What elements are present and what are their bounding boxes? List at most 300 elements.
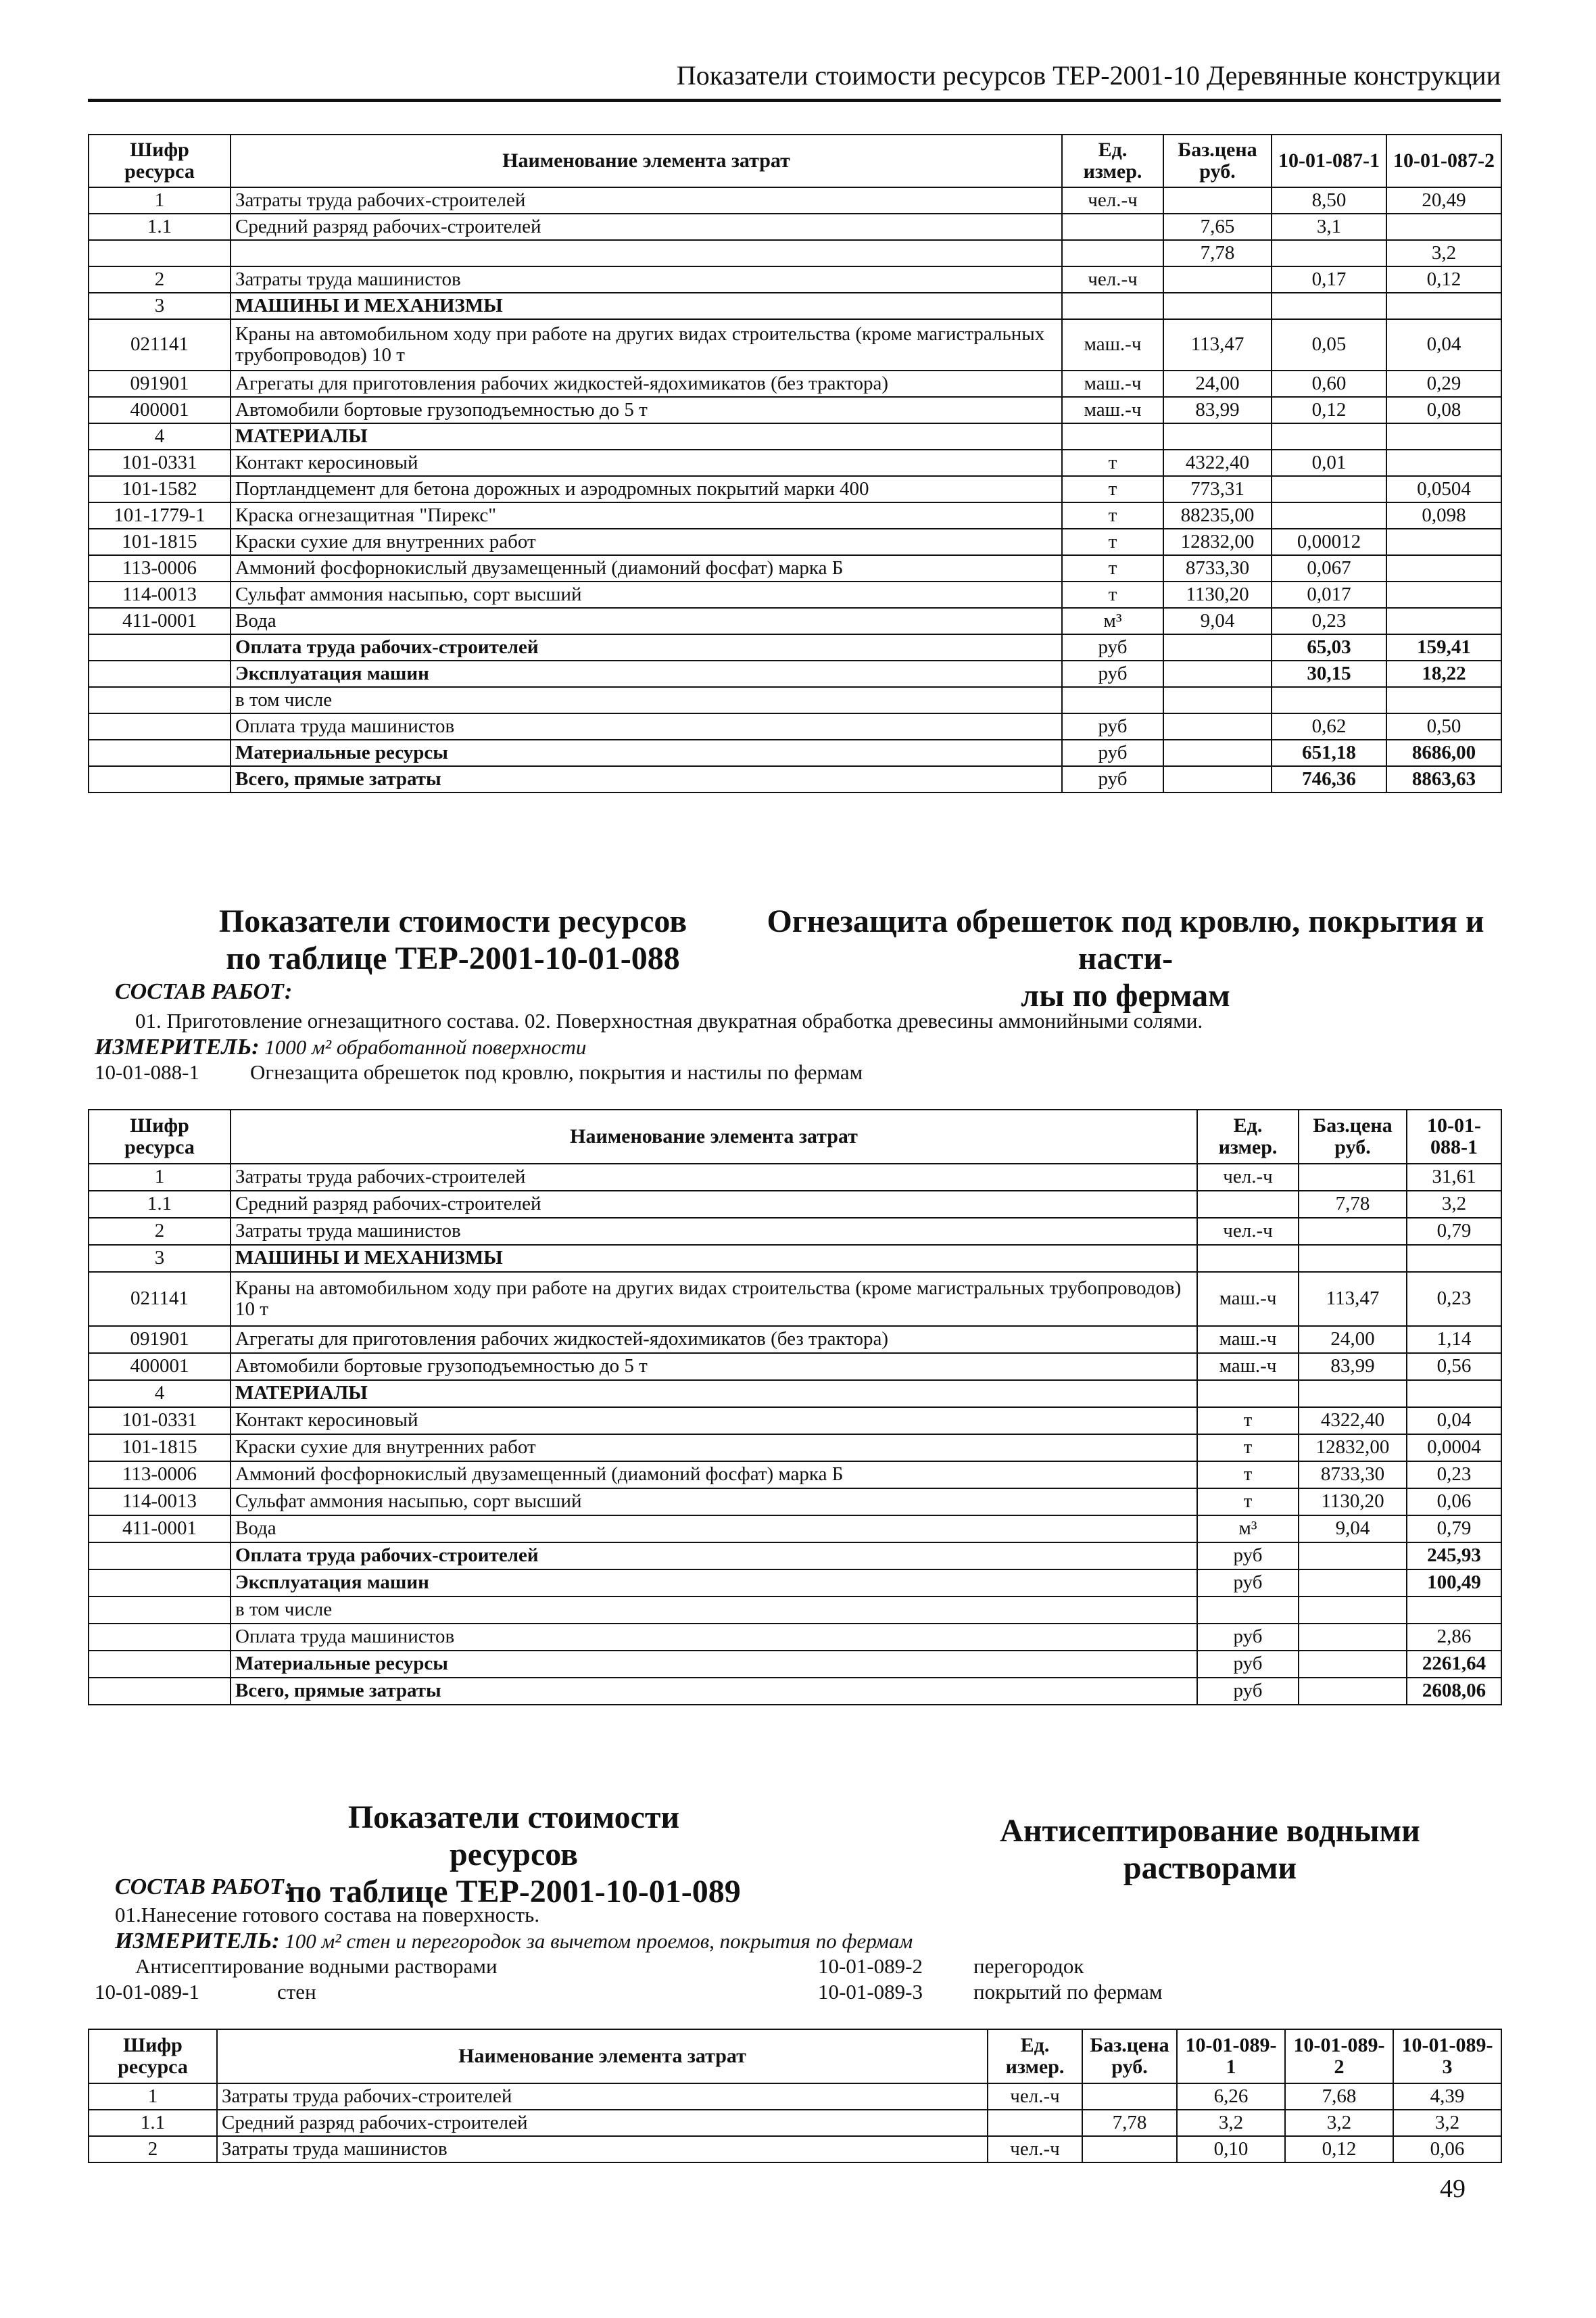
- cell-unit: м³: [1197, 1515, 1299, 1542]
- table-row: [89, 1407, 1501, 1434]
- cell-price: 12832,00: [1299, 1434, 1407, 1461]
- cell-name: Вода: [231, 608, 1062, 634]
- table-row: [89, 766, 1501, 793]
- cell-code: [89, 1624, 231, 1651]
- cell-code: 091901: [89, 371, 231, 397]
- cell-b: 0,12: [1386, 266, 1501, 293]
- cell-b: [1386, 214, 1501, 240]
- cell-price: 4322,40: [1163, 450, 1272, 476]
- cell-price: [1163, 687, 1272, 713]
- table-row: [89, 187, 1501, 214]
- cell-price: 83,99: [1163, 397, 1272, 423]
- cell-a: 0,017: [1272, 582, 1386, 608]
- cell-a: 0,0004: [1407, 1434, 1501, 1461]
- cell-unit: [1197, 1191, 1299, 1218]
- cell-unit: [1062, 214, 1163, 240]
- table-row: [89, 2136, 1501, 2162]
- cell-price: 12832,00: [1163, 529, 1272, 555]
- cell-code: 411-0001: [89, 608, 231, 634]
- section-088-heading: [750, 903, 1501, 1015]
- section-088-heading-line2: лы по фермам: [1021, 978, 1230, 1014]
- cell-name: МАШИНЫ И МЕХАНИЗМЫ: [231, 293, 1062, 319]
- cell-unit: руб: [1062, 766, 1163, 793]
- cell-code: [89, 1569, 231, 1596]
- cell-unit: руб: [1062, 634, 1163, 661]
- cell-b: [1386, 423, 1501, 450]
- cell-code: 1: [89, 2083, 217, 2110]
- table-row: [89, 1542, 1501, 1569]
- cell-code: 3: [89, 1245, 231, 1272]
- cell-unit: м³: [1062, 608, 1163, 634]
- cell-unit: [1062, 293, 1163, 319]
- cell-price: [1299, 1678, 1407, 1705]
- cell-code: 4: [89, 1380, 231, 1407]
- table-row: [89, 450, 1501, 476]
- cell-a: 0,60: [1272, 371, 1386, 397]
- sostav-label-088: СОСТАВ РАБОТ:: [115, 979, 293, 1004]
- cell-unit: руб: [1062, 740, 1163, 766]
- measure-text-089: 100 м² стен и перегородок за вычетом проемов, покрытия по фермам: [285, 1929, 913, 1953]
- cell-code: 4: [89, 423, 231, 450]
- cell-unit: [1197, 1245, 1299, 1272]
- cell-name: Затраты труда машинистов: [231, 1218, 1197, 1245]
- resource-table-087: [88, 134, 1502, 793]
- cell-code: [89, 661, 231, 687]
- cell-unit: чел.-ч: [988, 2083, 1082, 2110]
- col-code-header: Шифр ресурса: [89, 2029, 217, 2083]
- cell-a: 0,067: [1272, 555, 1386, 582]
- cell-a: 0,04: [1407, 1407, 1501, 1434]
- cell-unit: руб: [1197, 1678, 1299, 1705]
- resource-table-089-body: [89, 2083, 1501, 2162]
- cell-a: [1407, 1596, 1501, 1624]
- cell-price: [1163, 187, 1272, 214]
- cell-name: Контакт керосиновый: [231, 450, 1062, 476]
- cell-unit: т: [1062, 529, 1163, 555]
- cell-price: [1299, 1569, 1407, 1596]
- cell-price: 113,47: [1163, 319, 1272, 371]
- table-row: [89, 1596, 1501, 1624]
- cell-name: Всего, прямые затраты: [231, 766, 1062, 793]
- cell-code: 2: [89, 2136, 217, 2162]
- cell-code: 2: [89, 266, 231, 293]
- col-name-header: Наименование элемента затрат: [217, 2029, 988, 2083]
- cell-b: 159,41: [1386, 634, 1501, 661]
- measure-text-088: 1000 м² обработанной поверхности: [264, 1035, 587, 1059]
- cell-a: 0,01: [1272, 450, 1386, 476]
- cell-code: [89, 740, 231, 766]
- cell-unit: чел.-ч: [1062, 266, 1163, 293]
- item-head-089: Антисептирование водными растворами: [135, 1954, 498, 1978]
- cell-unit: чел.-ч: [988, 2136, 1082, 2162]
- col-name-header: Наименование элемента затрат: [231, 135, 1062, 187]
- cell-b: 3,2: [1285, 2110, 1393, 2136]
- cell-name: Затраты труда рабочих-строителей: [231, 187, 1062, 214]
- cell-c: 4,39: [1393, 2083, 1501, 2110]
- table-row: [89, 1164, 1501, 1191]
- col-unit-header: Ед. измер.: [1197, 1110, 1299, 1164]
- cell-price: 7,78: [1082, 2110, 1177, 2136]
- cell-b: 0,50: [1386, 713, 1501, 740]
- cell-price: 24,00: [1163, 371, 1272, 397]
- table-row: [89, 1488, 1501, 1515]
- measure-line-088: [95, 1035, 586, 1060]
- cell-code: 113-0006: [89, 555, 231, 582]
- cell-b: 0,0504: [1386, 476, 1501, 502]
- col-c-header: 10-01-089-3: [1393, 2029, 1501, 2083]
- cell-name: Краны на автомобильном ходу при работе на других видах строительства (кроме магистральных трубопроводов) 10 т: [231, 1272, 1197, 1326]
- section-089-heading: [919, 1812, 1501, 1887]
- cell-name: Затраты труда машинистов: [231, 266, 1062, 293]
- table-row: [89, 1569, 1501, 1596]
- cell-price: [1163, 423, 1272, 450]
- cell-a: 0,62: [1272, 713, 1386, 740]
- cell-code: 021141: [89, 1272, 231, 1326]
- cell-code: 021141: [89, 319, 231, 371]
- cell-name: Затраты труда рабочих-строителей: [231, 1164, 1197, 1191]
- cell-code: 114-0013: [89, 582, 231, 608]
- table-row: [89, 582, 1501, 608]
- cell-name: Контакт керосиновый: [231, 1407, 1197, 1434]
- cell-code: [89, 634, 231, 661]
- cell-price: 8733,30: [1299, 1461, 1407, 1488]
- cell-name: Оплата труда машинистов: [231, 1624, 1197, 1651]
- cell-a: 651,18: [1272, 740, 1386, 766]
- section-089-title: [284, 1799, 744, 1911]
- cell-code: 3: [89, 293, 231, 319]
- cell-price: [1163, 293, 1272, 319]
- cell-price: 9,04: [1299, 1515, 1407, 1542]
- table-row: [89, 1651, 1501, 1678]
- cell-code: [89, 687, 231, 713]
- col-price-header: Баз.цена руб.: [1163, 135, 1272, 187]
- table-row: [89, 1218, 1501, 1245]
- cell-name: МАТЕРИАЛЫ: [231, 1380, 1197, 1407]
- cell-unit: т: [1062, 582, 1163, 608]
- measure-label-089: ИЗМЕРИТЕЛЬ:: [115, 1929, 280, 1954]
- cell-name: Оплата труда рабочих-строителей: [231, 1542, 1197, 1569]
- cell-price: 1130,20: [1163, 582, 1272, 608]
- cell-code: 101-1815: [89, 529, 231, 555]
- cell-name: Эксплуатация машин: [231, 1569, 1197, 1596]
- table-row: [89, 555, 1501, 582]
- cell-name: Вода: [231, 1515, 1197, 1542]
- cell-price: 773,31: [1163, 476, 1272, 502]
- cell-a: 746,36: [1272, 766, 1386, 793]
- section-089-title-line1: Показатели стоимости ресурсов: [347, 1799, 680, 1873]
- cell-a: 0,79: [1407, 1515, 1501, 1542]
- cell-code: 1: [89, 187, 231, 214]
- cell-a: [1272, 476, 1386, 502]
- cell-name: Сульфат аммония насыпью, сорт высший: [231, 1488, 1197, 1515]
- table-row: [89, 1624, 1501, 1651]
- cell-name: Средний разряд рабочих-строителей: [231, 1191, 1197, 1218]
- cell-a: 2,86: [1407, 1624, 1501, 1651]
- cell-b: [1386, 608, 1501, 634]
- cell-name: Средний разряд рабочих-строителей: [231, 214, 1062, 240]
- col-b-header: 10-01-087-2: [1386, 135, 1501, 187]
- cell-a: 3,1: [1272, 214, 1386, 240]
- cell-a: [1272, 423, 1386, 450]
- cell-name: Краски сухие для внутренних работ: [231, 1434, 1197, 1461]
- cell-b: 0,04: [1386, 319, 1501, 371]
- cell-unit: т: [1197, 1461, 1299, 1488]
- section-088-heading-line1: Огнезащита обрешеток под кровлю, покрытия и насти-: [767, 903, 1484, 977]
- cell-a: [1272, 687, 1386, 713]
- cell-code: 101-1815: [89, 1434, 231, 1461]
- cell-a: 0,06: [1407, 1488, 1501, 1515]
- section-088-title-line2: по таблице ТЕР-2001-10-01-088: [226, 941, 680, 977]
- cell-a: 0,10: [1177, 2136, 1285, 2162]
- sostav-label-089: СОСТАВ РАБОТ:: [115, 1874, 293, 1899]
- cell-name: Краны на автомобильном ходу при работе на других видах строительства (кроме магистральных трубопроводов) 10 т: [231, 319, 1062, 371]
- table-row: [89, 2083, 1501, 2110]
- table-row: [89, 397, 1501, 423]
- cell-b: [1386, 555, 1501, 582]
- table-row: [89, 740, 1501, 766]
- sostav-text-088: 01. Приготовление огнезащитного состава. 02. Поверхностная двукратная обработка древесины аммонийными солями.: [135, 1009, 1203, 1033]
- resource-table-088-body: [89, 1164, 1501, 1705]
- cell-name: Автомобили бортовые грузоподъемностью до 5 т: [231, 397, 1062, 423]
- cell-unit: т: [1062, 555, 1163, 582]
- header-rule: [88, 99, 1501, 102]
- table-row: [89, 1245, 1501, 1272]
- table-row: [89, 476, 1501, 502]
- cell-price: 83,99: [1299, 1353, 1407, 1380]
- cell-a: 6,26: [1177, 2083, 1285, 2110]
- table-row: [89, 1434, 1501, 1461]
- table-row: [89, 214, 1501, 240]
- cell-code: 091901: [89, 1326, 231, 1353]
- cell-b: [1386, 293, 1501, 319]
- cell-code: 101-0331: [89, 450, 231, 476]
- cell-code: [89, 240, 231, 266]
- cell-price: 7,65: [1163, 214, 1272, 240]
- cell-price: 1130,20: [1299, 1488, 1407, 1515]
- table-row: [89, 1353, 1501, 1380]
- cell-b: 20,49: [1386, 187, 1501, 214]
- measure-line-089: [115, 1929, 913, 1954]
- cell-price: 24,00: [1299, 1326, 1407, 1353]
- cell-unit: маш.-ч: [1197, 1353, 1299, 1380]
- table-row: [89, 371, 1501, 397]
- cell-unit: т: [1062, 502, 1163, 529]
- cell-a: [1407, 1380, 1501, 1407]
- cell-code: [89, 1542, 231, 1569]
- cell-a: 100,49: [1407, 1569, 1501, 1596]
- table-row: [89, 240, 1501, 266]
- page-header: Показатели стоимости ресурсов ТЕР-2001-10 Деревянные конструкции: [676, 60, 1501, 91]
- cell-unit: чел.-ч: [1197, 1218, 1299, 1245]
- cell-code: 411-0001: [89, 1515, 231, 1542]
- col-price-header: Баз.цена руб.: [1082, 2029, 1177, 2083]
- item-code-088: 10-01-088-1: [95, 1060, 199, 1084]
- cell-unit: т: [1197, 1488, 1299, 1515]
- cell-unit: руб: [1062, 713, 1163, 740]
- cell-a: 2608,06: [1407, 1678, 1501, 1705]
- cell-a: [1272, 293, 1386, 319]
- cell-name: Материальные ресурсы: [231, 1651, 1197, 1678]
- cell-code: 400001: [89, 397, 231, 423]
- cell-price: 113,47: [1299, 1272, 1407, 1326]
- cell-code: 1.1: [89, 214, 231, 240]
- cell-a: 8,50: [1272, 187, 1386, 214]
- cell-code: 1.1: [89, 1191, 231, 1218]
- cell-name: в том числе: [231, 1596, 1197, 1624]
- cell-b: 0,098: [1386, 502, 1501, 529]
- col-unit-header: Ед. измер.: [1062, 135, 1163, 187]
- cell-price: 7,78: [1163, 240, 1272, 266]
- table-row: [89, 1191, 1501, 1218]
- sostav-text-089: 01.Нанесение готового состава на поверхность.: [115, 1903, 540, 1926]
- cell-a: 2261,64: [1407, 1651, 1501, 1678]
- cell-price: [1299, 1596, 1407, 1624]
- section-089-title-line2: по таблице ТЕР-2001-10-01-089: [287, 1874, 741, 1910]
- cell-unit: чел.-ч: [1062, 187, 1163, 214]
- cell-name: МАШИНЫ И МЕХАНИЗМЫ: [231, 1245, 1197, 1272]
- item2-text-089: перегородок: [973, 1954, 1084, 1978]
- col-b-header: 10-01-089-2: [1285, 2029, 1393, 2083]
- table-row: [89, 1461, 1501, 1488]
- item-text-088: Огнезащита обрешеток под кровлю, покрытия и настилы по фермам: [250, 1060, 863, 1084]
- cell-unit: руб: [1197, 1542, 1299, 1569]
- cell-a: 0,23: [1407, 1461, 1501, 1488]
- cell-unit: руб: [1062, 661, 1163, 687]
- cell-unit: т: [1197, 1434, 1299, 1461]
- cell-b: [1386, 687, 1501, 713]
- item1-text-089: стен: [277, 1980, 316, 2004]
- cell-unit: [1062, 423, 1163, 450]
- cell-code: 113-0006: [89, 1461, 231, 1488]
- cell-a: 0,00012: [1272, 529, 1386, 555]
- cell-a: 0,23: [1407, 1272, 1501, 1326]
- cell-a: 3,2: [1177, 2110, 1285, 2136]
- table-row: [89, 529, 1501, 555]
- cell-a: 0,05: [1272, 319, 1386, 371]
- cell-code: 101-1582: [89, 476, 231, 502]
- cell-name: Аммоний фосфорнокислый двузамещенный (диамоний фосфат) марка Б: [231, 555, 1062, 582]
- cell-a: 1,14: [1407, 1326, 1501, 1353]
- section-089-heading-line1: Антисептирование водными растворами: [1000, 1813, 1420, 1887]
- cell-price: 4322,40: [1299, 1407, 1407, 1434]
- cell-a: 65,03: [1272, 634, 1386, 661]
- cell-price: 9,04: [1163, 608, 1272, 634]
- cell-price: [1299, 1164, 1407, 1191]
- table-row: [89, 293, 1501, 319]
- cell-price: [1082, 2083, 1177, 2110]
- section-088-title: [183, 903, 723, 977]
- cell-b: 3,2: [1386, 240, 1501, 266]
- cell-code: 101-1779-1: [89, 502, 231, 529]
- table-row: [89, 608, 1501, 634]
- cell-unit: [1197, 1380, 1299, 1407]
- cell-name: Средний разряд рабочих-строителей: [217, 2110, 988, 2136]
- cell-price: [1082, 2136, 1177, 2162]
- measure-label-088: ИЗМЕРИТЕЛЬ:: [95, 1035, 260, 1060]
- cell-name: Всего, прямые затраты: [231, 1678, 1197, 1705]
- table-row: [89, 1678, 1501, 1705]
- cell-code: [89, 713, 231, 740]
- cell-price: [1299, 1624, 1407, 1651]
- cell-price: [1299, 1651, 1407, 1678]
- cell-unit: маш.-ч: [1197, 1272, 1299, 1326]
- cell-name: Автомобили бортовые грузоподъемностью до 5 т: [231, 1353, 1197, 1380]
- cell-name: Агрегаты для приготовления рабочих жидкостей-ядохимикатов (без трактора): [231, 1326, 1197, 1353]
- cell-name: Эксплуатация машин: [231, 661, 1062, 687]
- col-a-header: 10-01-088-1: [1407, 1110, 1501, 1164]
- cell-unit: [1062, 240, 1163, 266]
- cell-code: 400001: [89, 1353, 231, 1380]
- cell-unit: [988, 2110, 1082, 2136]
- cell-b: [1386, 450, 1501, 476]
- cell-code: 114-0013: [89, 1488, 231, 1515]
- item2-code-089: 10-01-089-2: [818, 1954, 923, 1978]
- cell-unit: руб: [1197, 1651, 1299, 1678]
- cell-a: [1272, 502, 1386, 529]
- cell-code: [89, 1678, 231, 1705]
- table-row: [89, 687, 1501, 713]
- item3-code-089: 10-01-089-3: [818, 1980, 923, 2004]
- cell-price: [1163, 713, 1272, 740]
- cell-b: 0,08: [1386, 397, 1501, 423]
- cell-name: в том числе: [231, 687, 1062, 713]
- cell-a: 0,23: [1272, 608, 1386, 634]
- col-name-header: Наименование элемента затрат: [231, 1110, 1197, 1164]
- cell-unit: руб: [1197, 1624, 1299, 1651]
- cell-unit: маш.-ч: [1197, 1326, 1299, 1353]
- cell-price: [1163, 740, 1272, 766]
- table-row: [89, 634, 1501, 661]
- col-price-header: Баз.цена руб.: [1299, 1110, 1407, 1164]
- section-088-title-line1: Показатели стоимости ресурсов: [218, 903, 687, 939]
- table-row: [89, 713, 1501, 740]
- cell-name: Оплата труда рабочих-строителей: [231, 634, 1062, 661]
- cell-b: 7,68: [1285, 2083, 1393, 2110]
- cell-code: [89, 1596, 231, 1624]
- cell-code: 1.1: [89, 2110, 217, 2136]
- item3-text-089: покрытий по фермам: [973, 1980, 1163, 2004]
- item1-code-089: 10-01-089-1: [95, 1980, 199, 2004]
- cell-price: 7,78: [1299, 1191, 1407, 1218]
- cell-unit: т: [1062, 476, 1163, 502]
- cell-a: 0,17: [1272, 266, 1386, 293]
- resource-table-089: [88, 2029, 1502, 2163]
- table-row: [89, 502, 1501, 529]
- table-row: [89, 661, 1501, 687]
- cell-b: 8863,63: [1386, 766, 1501, 793]
- cell-unit: маш.-ч: [1062, 397, 1163, 423]
- cell-a: 0,56: [1407, 1353, 1501, 1380]
- table-row: [89, 2110, 1501, 2136]
- col-code-header: Шифр ресурса: [89, 135, 231, 187]
- cell-a: [1407, 1245, 1501, 1272]
- cell-price: [1299, 1218, 1407, 1245]
- cell-price: [1163, 766, 1272, 793]
- cell-a: [1272, 240, 1386, 266]
- cell-b: [1386, 529, 1501, 555]
- cell-b: 18,22: [1386, 661, 1501, 687]
- table-row: [89, 1515, 1501, 1542]
- cell-name: [231, 240, 1062, 266]
- table-row: [89, 1380, 1501, 1407]
- cell-code: [89, 1651, 231, 1678]
- cell-code: [89, 766, 231, 793]
- cell-c: 3,2: [1393, 2110, 1501, 2136]
- cell-code: 2: [89, 1218, 231, 1245]
- cell-b: 0,12: [1285, 2136, 1393, 2162]
- resource-table-088: [88, 1109, 1502, 1705]
- cell-name: Оплата труда машинистов: [231, 713, 1062, 740]
